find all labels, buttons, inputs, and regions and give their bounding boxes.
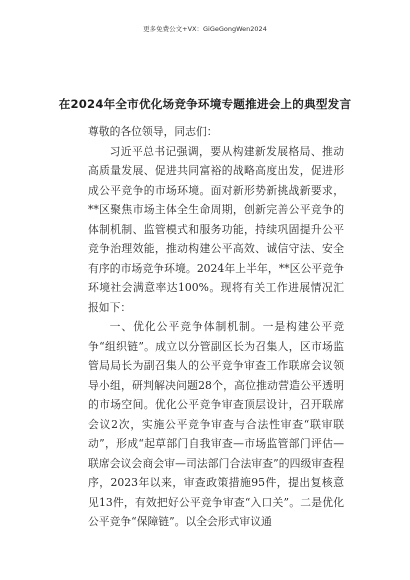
header-note: 更多免费公文+VX：GiGeGongWen2024 <box>143 25 267 33</box>
paragraph-section-1: 一、优化公平竞争体制机制。一是构建公平竞争“组织链”。成立以分管副区长为召集人，区市场监管局局长为副召集人的公平竞争审查工作联席会议领导小组，研判解决问题28个，高位推动营造公平透明的市场空间。优化公平竞争审查顶层设计，召开联席会议2次，实施公平竞争审查与合法性审查“联审联动”，形成“起草部门自我审查—市场监管部门评估—联席会议会商会审—司法部门合法审查”的四级审查程序，2023年以来，审查政策措施95件，提出复核意见13件，有效把好公平竞争审查“入口关”。二是优化公平竞争“保障链”。以全会形式审议通 <box>88 320 344 528</box>
document-body <box>88 118 344 532</box>
paragraph-intro: 习近平总书记强调，要从构建新发展格局、推动高质量发展、促进共同富裕的战略高度出发，促进形成公平竞争的市场环境。面对新形势新挑战新要求，**区聚焦市场主体全生命周期，创新完善公平竞争的体制机制、监管模式和服务功能，持续巩固提升公平竞争治理效能，推动构建公平高效、诚信守法、安全有序的市场竞争环境。2024年上半年，**区公平竞争环境社会满意率达100%。现将有关工作进展情况汇报如下： <box>88 144 344 314</box>
salutation: 尊敬的各位领导，同志们： <box>88 125 218 138</box>
document-title: 在2024年全市优化场竞争环境专题推进会上的典型发言 <box>58 97 352 111</box>
